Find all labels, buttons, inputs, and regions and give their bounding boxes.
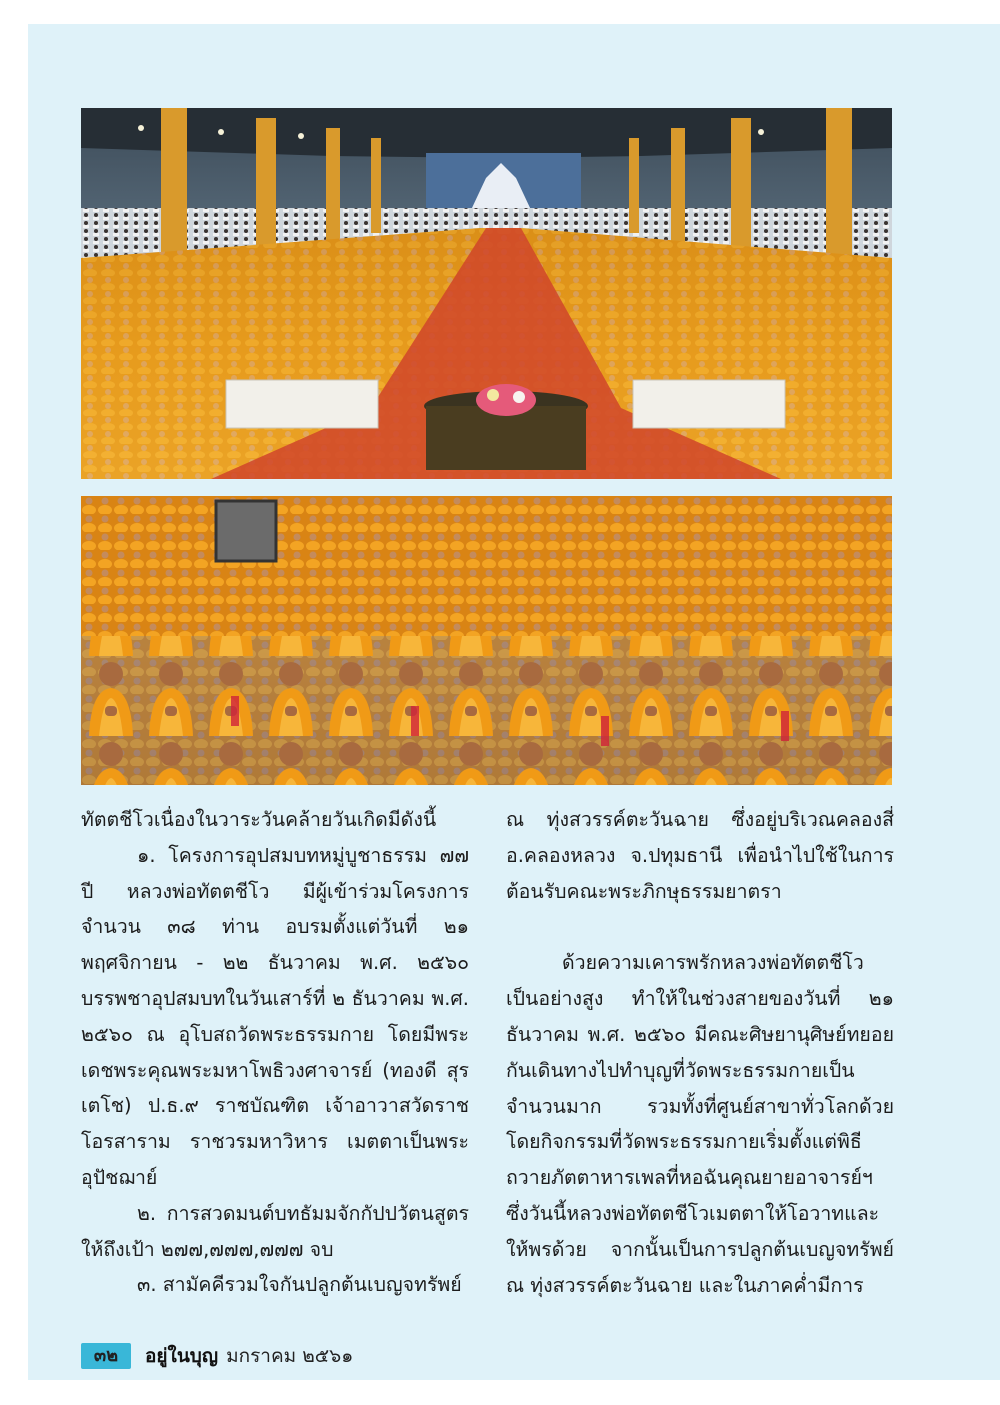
photo-image (81, 108, 892, 479)
issue-date: มกราคม ๒๕๖๑ (226, 1345, 354, 1367)
left-paragraph-intro: ทัตตชีโวเนื่องในวาระวันคล้ายวันเกิดมีดังนี้ (81, 808, 437, 831)
photo-image (81, 496, 892, 785)
right-paragraph-continuation: ณ ทุ่งสวรรค์ตะวันฉาย ซึ่งอยู่บริเวณคลองสี่ อ.คลองหลวง จ.ปทุมธานี เพื่อนำไปใช้ในการต้อนรับคณะพระภิกษุธรรมยาตรา (506, 808, 894, 903)
monks-ceremony-hall-photo (81, 108, 892, 479)
left-paragraph-item-3: ๓. สามัคคีรวมใจกันปลูกต้นเบญจทรัพย์ (137, 1273, 462, 1297)
page-footer (81, 1342, 353, 1370)
monks-seated-rows-photo (81, 496, 892, 785)
article-left-column (81, 802, 469, 1303)
right-paragraph-main: ด้วยความเคารพรักหลวงพ่อทัตตชีโวเป็นอย่างสูง ทำให้ในช่วงสายของวันที่ ๒๑ ธันวาคม พ.ศ. ๒๕๖๐ มีคณะศิษยานุศิษย์ทยอยกันเดินทางไปทำบุญที่วัดพระธรรมกายเป็นจำนวนมาก รวมทั้งที่ศูนย์สาขาทั่วโลกด้วย โดยกิจกรรมที่วัดพระธรรมกายเริ่มตั้งแต่พิธีถวายภัตตาหารเพลที่หอฉันคุณยายอาจารย์ฯ ซึ่งวันนี้หลวงพ่อทัตตชีโวเมตตาให้โอวาทและให้พรด้วย จากนั้นเป็นการปลูกต้นเบญจทรัพย์ ณ ทุ่งสวรรค์ตะวันฉาย และในภาคค่ำมีการ (506, 951, 894, 1297)
left-paragraph-item-1: ๑. โครงการอุปสมบทหมู่บูชาธรรม ๗๗ ปี หลวงพ่อทัตตชีโว มีผู้เข้าร่วมโครงการจำนวน ๓๘ ท่าน อบรมตั้งแต่วันที่ ๒๑ พฤศจิกายน - ๒๒ ธันวาคม พ.ศ. ๒๕๖๐ บรรพชาอุปสมบทในวันเสาร์ที่ ๒ ธันวาคม พ.ศ. ๒๕๖๐ ณ อุโบสถวัดพระธรรมกาย โดยมีพระเดชพระคุณพระมหาโพธิวงศาจารย์ (ทองดี สุรเตโช) ป.ธ.๙ ราชบัณฑิต เจ้าอาวาสวัดราชโอรสาราม ราชวรมหาวิหาร เมตตาเป็นพระอุปัชฌาย์ (81, 843, 469, 1189)
magazine-title: อยู่ในบุญ (145, 1345, 219, 1367)
left-paragraph-item-2: ๒. การสวดมนต์บทธัมมจักกัปปวัตนสูตรให้ถึงเป้า ๒๗๗,๗๗๗,๗๗๗ จบ (81, 1201, 469, 1261)
article-right-column (506, 802, 894, 1303)
page-number: ๓๒ (81, 1343, 131, 1369)
